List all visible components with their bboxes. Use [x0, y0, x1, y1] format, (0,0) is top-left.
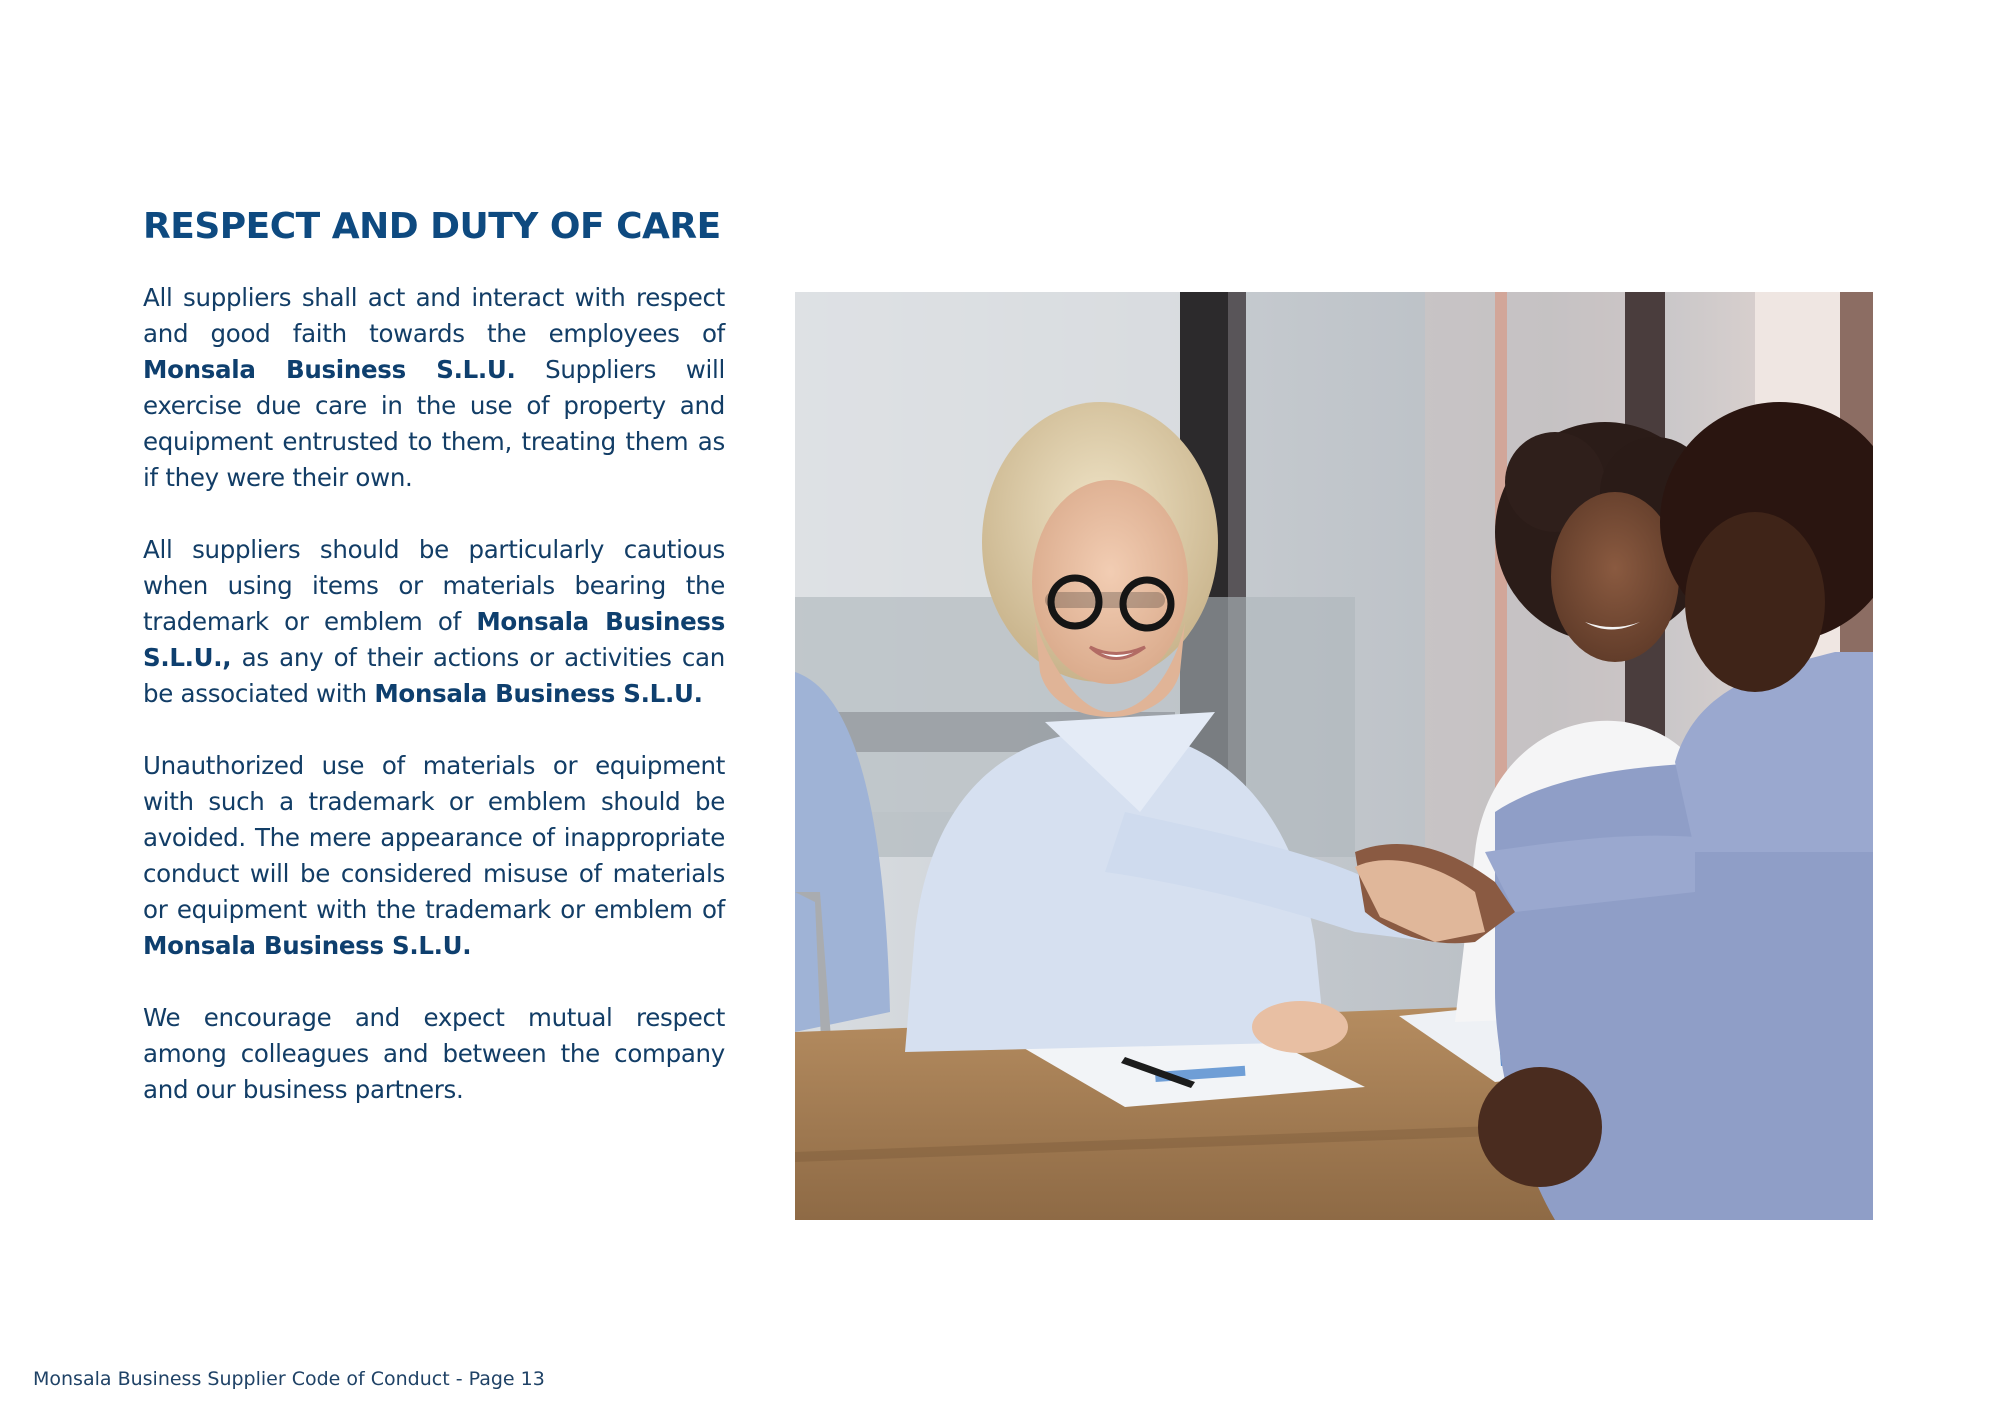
- paragraph-3-text-a: Unauthorized use of materials or equipment with such a trademark or emblem should be avoided. The mere appearance of inappropriate conduct will be considered misuse of materials or equipment with the trademark or emblem of: [143, 751, 725, 924]
- paragraph-2-text-c: as any of their actions or activities can be associated with: [143, 643, 725, 708]
- company-name: Monsala Business S.L.U.: [143, 355, 516, 384]
- page-footer: Monsala Business Supplier Code of Conduct - Page 13: [33, 1368, 545, 1390]
- body-text: [143, 280, 725, 1144]
- paragraph-2: [143, 532, 725, 712]
- company-name: Monsala Business S.L.U.,: [143, 607, 725, 672]
- paragraph-3: [143, 748, 725, 964]
- page-title: RESPECT AND DUTY OF CARE: [143, 206, 721, 247]
- company-name: Monsala Business S.L.U.: [143, 931, 472, 960]
- paragraph-1-text-a: All suppliers shall act and interact with respect and good faith towards the employees of: [143, 283, 725, 348]
- business-handshake-photo: [795, 292, 1873, 1220]
- paragraph-2-text-a: All suppliers should be particularly cautious when using items or materials bearing the trademark or emblem of: [143, 535, 725, 636]
- paragraph-1: [143, 280, 725, 496]
- paragraph-1-text-c: Suppliers will exercise due care in the use of property and equipment entrusted to them, treating them as if they were their own.: [143, 355, 725, 492]
- paragraph-4: [143, 1000, 725, 1108]
- paragraph-4-text-a: We encourage and expect mutual respect among colleagues and between the company and our business partners.: [143, 1003, 725, 1104]
- company-name: Monsala Business S.L.U.: [374, 679, 703, 708]
